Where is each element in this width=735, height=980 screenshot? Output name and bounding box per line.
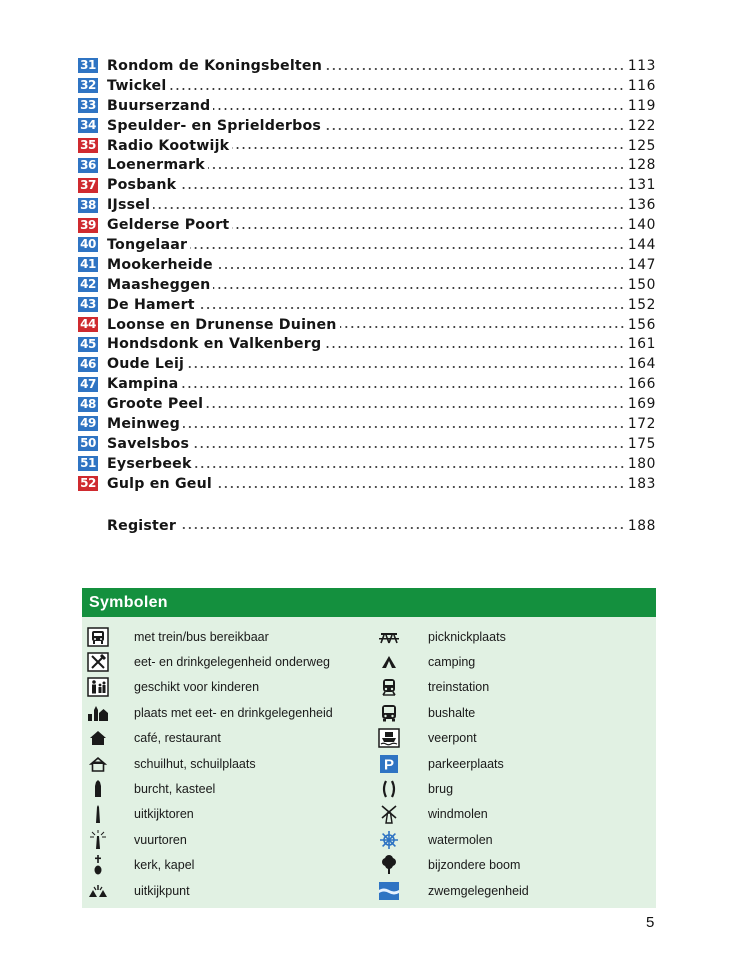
dot-leader [179,526,625,530]
watermill-icon [378,829,400,851]
parking-icon [378,753,400,775]
route-number-badge: 32 [78,78,98,93]
route-number-badge: 41 [78,257,98,272]
route-number-badge: 40 [78,237,98,252]
family-icon [87,676,109,698]
ferry-icon [378,727,400,749]
page-ref: 131 [627,177,656,194]
toc-entry-46 [78,354,656,374]
page-ref: 119 [627,97,656,114]
symbol-label: geschikt voor kinderen [134,680,260,695]
symbol-label: plaats met eet- en drinkgelegenheid [134,705,333,720]
route-number-badge: 47 [78,377,98,392]
dot-leader [232,226,624,230]
windmill-icon [378,803,400,825]
bus-train-icon [87,626,109,648]
symbols-legend [82,588,656,908]
dot-leader [181,385,624,389]
symbol-label: veerpont [428,731,477,746]
dot-leader [232,146,625,150]
route-number-badge: 46 [78,357,98,372]
dot-leader [208,166,625,170]
route-number-badge: 48 [78,397,98,412]
route-title: IJssel [107,197,151,214]
toc-entry-32 [78,76,656,96]
symbols-right-column [378,624,648,903]
dot-leader [179,186,625,190]
page-ref: 188 [627,517,656,534]
church-icon [87,854,109,876]
symbol-row [378,649,648,674]
route-number-badge: 43 [78,297,98,312]
dot-leader [213,286,624,290]
toc-entry-43 [78,295,656,315]
toc-entry-49 [78,414,656,434]
train-icon [378,676,400,698]
buildings-icon [87,702,109,724]
route-number-badge: 51 [78,456,98,471]
page-ref: 122 [627,117,656,134]
page-ref: 140 [627,217,656,234]
register-title: Register [107,517,177,534]
toc-entry-33 [78,96,656,116]
page-ref: 116 [627,77,656,94]
route-number-badge: 38 [78,198,98,213]
toc-entry-47 [78,374,656,394]
page-ref: 152 [627,296,656,313]
lighthouse-icon [87,829,109,851]
symbol-label: schuilhut, schuilplaats [134,756,256,771]
symbol-row [378,802,648,827]
bridge-icon [378,778,400,800]
symbol-label: windmolen [428,807,488,822]
symbol-label: brug [428,782,454,797]
route-title: Gulp en Geul [107,475,212,492]
page-ref: 161 [627,336,656,353]
route-title: Groote Peel [107,396,204,413]
bus-icon [378,702,400,724]
toc-entry-38 [78,195,656,215]
symbol-label: watermolen [428,832,493,847]
route-title: Loonse en Drunense Duinen [107,316,337,333]
toc-entry-31 [78,56,656,76]
symbol-row [378,878,648,903]
dot-leader [215,485,625,489]
dot-leader [198,306,625,310]
toc-entry-51 [78,454,656,474]
route-title: Rondom de Koningsbelten [107,57,323,74]
symbol-label: kerk, kapel [134,858,195,873]
symbol-row [87,878,387,903]
castle-icon [87,778,109,800]
symbols-left-column [87,624,387,903]
route-title: Twickel [107,77,167,94]
route-number-badge: 36 [78,158,98,173]
symbol-label: eet- en drinkgelegenheid onderweg [134,655,330,670]
page-ref: 113 [627,57,656,74]
route-number-badge: 35 [78,138,98,153]
toc-entry-44 [78,315,656,335]
route-number-badge: 44 [78,317,98,332]
picnic-table-icon [378,626,400,648]
route-number-badge: 49 [78,416,98,431]
route-number-badge: 50 [78,436,98,451]
dot-leader [169,87,624,91]
toc-entry-40 [78,235,656,255]
toc-entry-41 [78,255,656,275]
toc-entry-42 [78,275,656,295]
page-ref: 164 [627,356,656,373]
house-filled-icon [87,727,109,749]
symbol-row [87,700,387,725]
toc-entry-35 [78,136,656,156]
symbol-label: uitkijktoren [134,807,194,822]
symbol-row [87,624,387,649]
page-ref: 156 [627,316,656,333]
symbol-row [87,675,387,700]
route-title: Speulder- en Sprielderbos [107,117,322,134]
route-title: Mookerheide [107,256,213,273]
svg-text:P: P [383,756,395,774]
page-number: 5 [646,914,655,931]
page-ref: 175 [627,435,656,452]
route-number-badge: 37 [78,178,98,193]
route-number-badge: 45 [78,337,98,352]
toc-entry-52 [78,474,656,494]
symbol-row [378,853,648,878]
symbol-row [378,675,648,700]
route-title: Oude Leij [107,356,185,373]
symbol-label: uitkijkpunt [134,883,190,898]
toc-entry-50 [78,434,656,454]
viewpoint-icon [87,880,109,902]
route-title: Tongelaar [107,236,188,253]
route-title: Hondsdonk en Valkenberg [107,336,322,353]
page-ref: 144 [627,236,656,253]
symbol-row [378,700,648,725]
route-title: Buurserzand [107,97,211,114]
symbol-row [378,751,648,776]
page-ref: 166 [627,376,656,393]
dot-leader [195,465,625,469]
symbol-row [378,776,648,801]
page-ref: 125 [627,137,656,154]
route-title: Gelderse Poort [107,217,230,234]
dot-leader [192,445,625,449]
route-number-badge: 39 [78,218,98,233]
symbol-label: picknickplaats [428,629,506,644]
symbol-label: bushalte [428,705,476,720]
toc-entry-48 [78,394,656,414]
page-ref: 150 [627,276,656,293]
page-ref: 183 [627,475,656,492]
symbol-row [87,853,387,878]
fork-knife-icon [87,651,109,673]
symbol-row [87,776,387,801]
route-title: Maasheggen [107,276,211,293]
tree-icon [378,854,400,876]
route-number-badge: 42 [78,277,98,292]
dot-leader [206,405,625,409]
page-ref: 128 [627,157,656,174]
toc-entry-34 [78,116,656,136]
route-title: De Hamert [107,296,195,313]
route-number-badge: 52 [78,476,98,491]
symbol-label: camping [428,655,476,670]
tower-icon [87,803,109,825]
route-title: Meinweg [107,415,180,432]
page-ref: 180 [627,455,656,472]
dot-leader [183,425,625,429]
dot-leader [190,246,625,250]
route-title: Loenermark [107,157,205,174]
symbol-label: parkeerplaats [428,756,504,771]
symbol-row [378,624,648,649]
dot-leader [324,127,625,131]
symbol-label: zwemgelegenheid [428,883,529,898]
dot-leader [324,345,625,349]
route-title: Kampina [107,376,179,393]
symbol-label: café, restaurant [134,731,221,746]
dot-leader [216,266,625,270]
table-of-contents [78,56,656,535]
symbol-row [87,649,387,674]
route-title: Posbank [107,177,177,194]
route-number-badge: 34 [78,118,98,133]
symbol-row [87,751,387,776]
swimming-icon [378,880,400,902]
toc-entry-register [78,516,656,536]
page-ref: 169 [627,396,656,413]
dot-leader [187,365,625,369]
symbols-title: Symbolen [82,588,656,617]
tent-icon [378,651,400,673]
toc-entry-37 [78,175,656,195]
dot-leader [325,67,625,71]
route-title: Radio Kootwijk [107,137,230,154]
symbol-row [87,726,387,751]
toc-entry-36 [78,155,656,175]
route-title: Savelsbos [107,435,190,452]
house-outline-icon [87,753,109,775]
dot-leader [213,107,624,111]
page-ref: 172 [627,415,656,432]
symbol-label: burcht, kasteel [134,782,216,797]
toc-entry-45 [78,334,656,354]
route-number-badge: 31 [78,58,98,73]
toc-entry-39 [78,215,656,235]
symbol-row [87,827,387,852]
dot-leader [153,206,625,210]
symbol-label: vuurtoren [134,832,187,847]
symbol-label: bijzondere boom [428,858,521,873]
route-title: Eyserbeek [107,455,192,472]
symbol-label: treinstation [428,680,490,695]
dot-leader [340,325,625,329]
symbol-label: met trein/bus bereikbaar [134,629,269,644]
page-ref: 147 [627,256,656,273]
route-number-badge: 33 [78,98,98,113]
symbol-row [378,726,648,751]
symbol-row [87,802,387,827]
page-ref: 136 [627,197,656,214]
symbol-row [378,827,648,852]
